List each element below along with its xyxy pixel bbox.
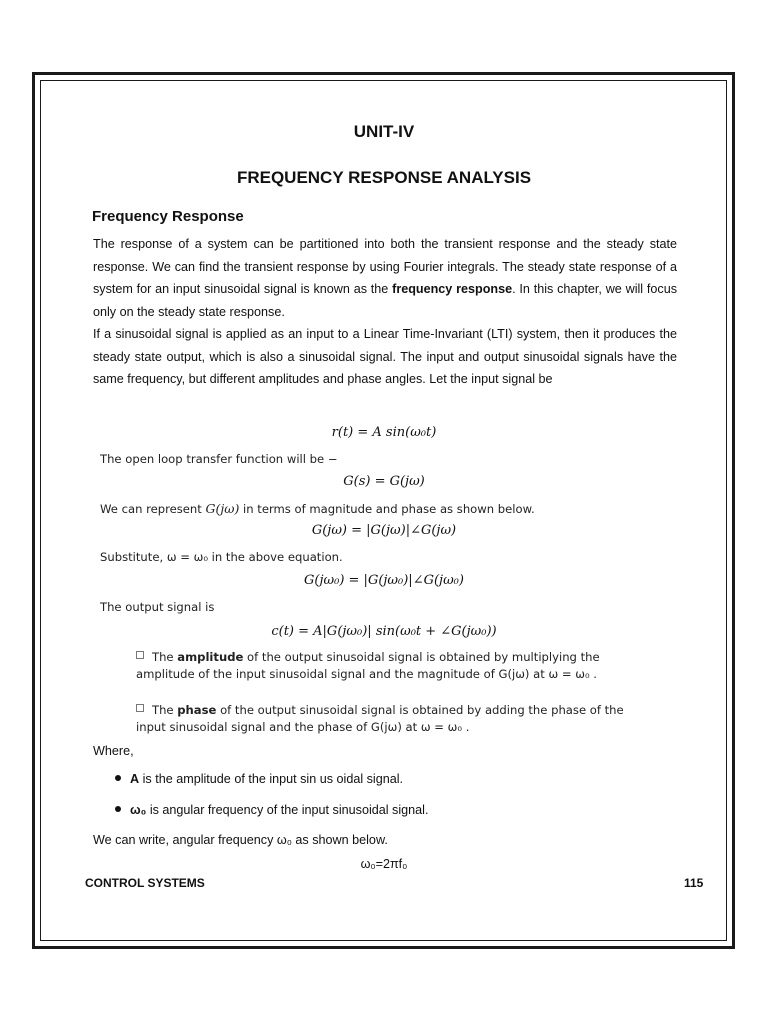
represent-text-b: in terms of magnitude and phase as shown below.	[239, 502, 535, 516]
para1-text-a: The response of a system can be partitioned into both the transient response and the steady state response. We can find the transient response by using Fourier integrals. The steady state response of a system for an input sinusoidal signal is known as the	[93, 237, 677, 296]
represent-symbol: G(jω)	[205, 501, 240, 516]
equation-magnitude-phase-w0: G(jω₀) = |G(jω₀)|∠G(jω₀)	[304, 573, 464, 588]
bullet-dot-icon	[115, 806, 121, 812]
note-phase-a: The	[152, 703, 178, 717]
open-loop-text: The open loop transfer function will be −	[100, 452, 338, 466]
list-item	[115, 803, 428, 817]
square-bullet-icon	[136, 651, 144, 659]
note-phase-bold: phase	[177, 703, 217, 717]
substitute-text: Substitute, ω = ω₀ in the above equation.	[100, 550, 343, 564]
list-item-text: is the amplitude of the input sin us oidal signal.	[139, 772, 404, 786]
equation-output-signal: c(t) = A|G(jω₀)| sin(ω₀t + ∠G(jω₀))	[271, 624, 497, 639]
bullet-dot-icon	[115, 775, 121, 781]
section-heading: Frequency Response	[92, 208, 244, 225]
paragraph-lti-system: If a sinusoidal signal is applied as an input to a Linear Time-Invariant (LTI) system, then it produces the steady state output, which is also a sinusoidal signal. The input and output sinusoidal signals have the same frequency, but different amplitudes and phase angles. Let the input signal be	[93, 327, 677, 386]
note-amplitude-b: of the output sinusoidal signal is obtained by multiplying the amplitude of the input sinusoidal signal and the magnitude of G(jω) at ω = ω₀ .	[136, 650, 600, 681]
para1-text-b: . In this chapter, we will focus only on the steady state response.	[93, 282, 678, 319]
equation-magnitude-phase: G(jω) = |G(jω)|∠G(jω)	[311, 523, 457, 538]
note-amplitude-a: The	[152, 650, 178, 664]
represent-text	[100, 501, 535, 516]
represent-text-a: We can represent	[100, 502, 206, 516]
equation-input-signal: r(t) = A sin(ω₀t)	[331, 425, 437, 440]
angular-frequency-formula: ω₀=2πf₀	[360, 857, 408, 871]
list-item	[115, 772, 403, 786]
note-phase-b: of the output sinusoidal signal is obtained by adding the phase of the input sinusoidal signal and the phase of G(jω) at ω = ω₀ .	[136, 703, 624, 734]
unit-title: UNIT-IV	[353, 122, 415, 141]
equation-transfer-function: G(s) = G(jω)	[343, 474, 425, 489]
square-bullet-icon	[136, 704, 144, 712]
angular-frequency-text: We can write, angular frequency ω₀ as shown below.	[93, 833, 388, 847]
paragraph-frequency-response	[93, 233, 677, 323]
list-item-symbol: ω₀	[130, 803, 147, 817]
para1-bold-term: frequency response	[392, 282, 513, 296]
output-signal-text: The output signal is	[100, 600, 215, 614]
note-amplitude	[136, 649, 656, 683]
chapter-title: FREQUENCY RESPONSE ANALYSIS	[236, 168, 532, 187]
footer-course-title: CONTROL SYSTEMS	[85, 876, 205, 890]
list-item-text: is angular frequency of the input sinusoidal signal.	[146, 803, 429, 817]
note-phase	[136, 702, 656, 736]
page-number: 115	[684, 876, 704, 890]
note-amplitude-bold: amplitude	[177, 650, 244, 664]
where-label: Where,	[93, 744, 134, 758]
list-item-symbol: A	[130, 772, 140, 786]
